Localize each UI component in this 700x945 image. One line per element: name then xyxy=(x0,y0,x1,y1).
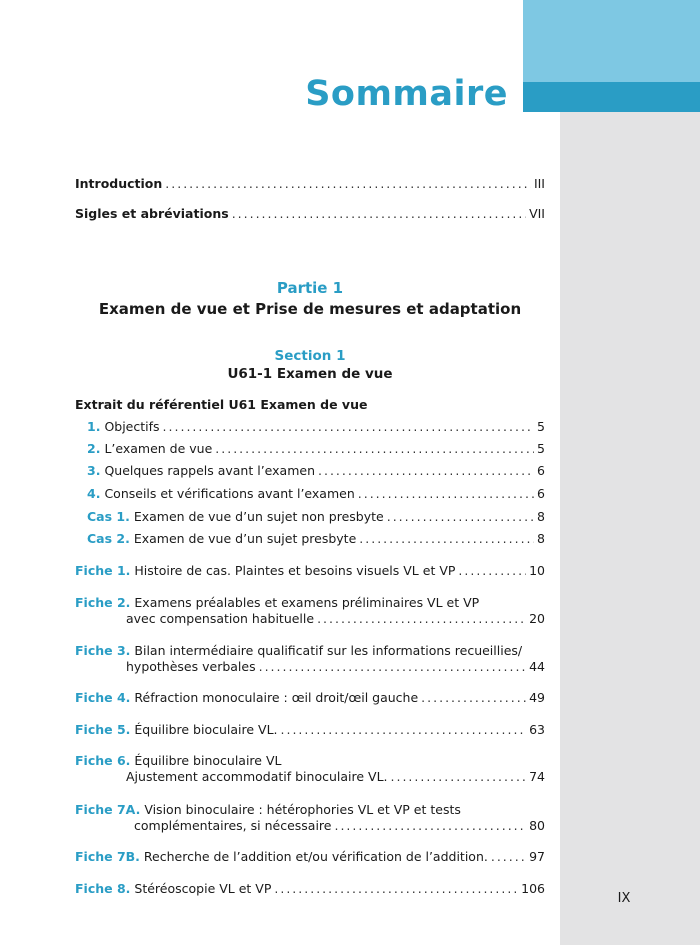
toc-entry-fiche-continuation[interactable] xyxy=(126,769,545,785)
toc-entry-fiche-continuation[interactable] xyxy=(126,659,545,675)
case-label: Examen de vue d’un sujet presbyte xyxy=(133,531,357,546)
part-title: Examen de vue et Prise de mesures et adaptation xyxy=(98,300,522,318)
fiche-number: Fiche 7B. xyxy=(75,849,140,864)
section-number: Section 1 xyxy=(274,348,346,364)
dot-leader xyxy=(391,769,527,785)
dot-leader xyxy=(387,509,534,525)
dot-leader xyxy=(458,563,526,579)
fiche-label: Recherche de l’addition et/ou vérification de l’addition. xyxy=(143,849,488,864)
page-folio: IX xyxy=(617,891,631,906)
toc-entry-page: 44 xyxy=(529,659,545,674)
toc-entry-fiche-continuation[interactable] xyxy=(134,818,545,834)
toc-entry-fiche[interactable] xyxy=(75,802,461,818)
fiche-number: Fiche 5. xyxy=(75,722,131,737)
dot-leader xyxy=(274,881,518,897)
fiche-label-continued: complémentaires, si nécessaire xyxy=(134,818,332,833)
toc-entry-fiche[interactable] xyxy=(75,690,545,706)
chapter-label: Objectifs xyxy=(104,419,160,434)
dot-leader xyxy=(163,419,535,435)
toc-entry-sigles[interactable] xyxy=(75,206,545,222)
toc-entry-page: 20 xyxy=(529,611,545,626)
case-number: Cas 1. xyxy=(87,509,130,524)
dot-leader xyxy=(281,722,527,738)
fiche-label-continued: avec compensation habituelle xyxy=(126,611,315,626)
fiche-label: Examens préalables et examens préliminaires VL et VP xyxy=(134,595,480,610)
fiche-label-continued: Ajustement accommodatif binoculaire VL. xyxy=(126,769,388,784)
toc-entry-page: 80 xyxy=(529,818,545,833)
fiche-label-continued: hypothèses verbales xyxy=(126,659,256,674)
chapter-number: 4. xyxy=(87,486,101,501)
dot-leader xyxy=(215,441,534,457)
toc-entry-page: 5 xyxy=(537,441,545,456)
toc-entry-page: 8 xyxy=(537,509,545,524)
toc-entry-page: 10 xyxy=(529,563,545,578)
fiche-label: Équilibre binoculaire VL xyxy=(134,753,282,768)
chapter-label: L’examen de vue xyxy=(104,441,213,456)
case-label: Examen de vue d’un sujet non presbyte xyxy=(133,509,384,524)
toc-entry-page: VII xyxy=(529,206,545,221)
toc-entry-page: 5 xyxy=(537,419,545,434)
toc-entry-page: 97 xyxy=(529,849,545,864)
fiche-number: Fiche 4. xyxy=(75,690,131,705)
toc-entry-fiche-continuation[interactable] xyxy=(126,611,545,627)
chapter-label: Quelques rappels avant l’examen xyxy=(104,463,315,478)
toc-entry-page: 8 xyxy=(537,531,545,546)
fiche-number: Fiche 7A. xyxy=(75,802,141,817)
sidebar-panel xyxy=(560,0,700,945)
dot-leader xyxy=(165,176,531,192)
dot-leader xyxy=(317,611,526,627)
toc-entry-fiche[interactable] xyxy=(75,753,281,769)
chapter-label: Conseils et vérifications avant l’examen xyxy=(104,486,355,501)
chapter-number: 1. xyxy=(87,419,101,434)
toc-entry-label: Sigles et abréviations xyxy=(75,206,229,221)
toc-entry-case[interactable] xyxy=(87,531,545,547)
fiche-number: Fiche 8. xyxy=(75,881,131,896)
dot-leader xyxy=(232,206,526,222)
dot-leader xyxy=(421,690,526,706)
toc-entry-label: Introduction xyxy=(75,176,163,191)
chapter-number: 2. xyxy=(87,441,101,456)
toc-entry-introduction[interactable] xyxy=(75,176,545,192)
toc-entry-fiche[interactable] xyxy=(75,722,545,738)
toc-entry-chapter[interactable] xyxy=(87,463,545,479)
extract-title: Extrait du référentiel U61 Examen de vue xyxy=(75,397,368,412)
toc-entry-page: 49 xyxy=(529,690,545,705)
toc-entry-page: 106 xyxy=(521,881,545,896)
fiche-number: Fiche 3. xyxy=(75,643,131,658)
toc-entry-page: 6 xyxy=(537,463,545,478)
toc-entry-fiche[interactable] xyxy=(75,563,545,579)
dot-leader xyxy=(259,659,526,675)
toc-entry-page: 74 xyxy=(529,769,545,784)
dot-leader xyxy=(334,818,526,834)
dot-leader xyxy=(358,486,534,502)
chapter-number: 3. xyxy=(87,463,101,478)
fiche-label: Histoire de cas. Plaintes et besoins visuels VL et VP xyxy=(134,563,456,578)
fiche-label: Équilibre bioculaire VL. xyxy=(134,722,278,737)
toc-entry-page: 6 xyxy=(537,486,545,501)
toc-entry-fiche[interactable] xyxy=(75,643,522,659)
fiche-label: Bilan intermédiaire qualificatif sur les informations recueillies/ xyxy=(134,643,523,658)
fiche-label: Vision binoculaire : hétérophories VL et VP et tests xyxy=(144,802,461,817)
toc-entry-fiche[interactable] xyxy=(75,881,545,897)
toc-entry-case[interactable] xyxy=(87,509,545,525)
fiche-number: Fiche 2. xyxy=(75,595,131,610)
part-number: Partie 1 xyxy=(276,279,344,297)
toc-entry-chapter[interactable] xyxy=(87,419,545,435)
fiche-label: Stéréoscopie VL et VP xyxy=(134,881,272,896)
section-title: U61-1 Examen de vue xyxy=(227,366,393,382)
page-title: Sommaire xyxy=(305,74,508,114)
fiche-number: Fiche 6. xyxy=(75,753,131,768)
toc-entry-chapter[interactable] xyxy=(87,486,545,502)
case-number: Cas 2. xyxy=(87,531,130,546)
dot-leader xyxy=(318,463,534,479)
fiche-label: Réfraction monoculaire : œil droit/œil gauche xyxy=(134,690,419,705)
dot-leader xyxy=(491,849,526,865)
toc-entry-chapter[interactable] xyxy=(87,441,545,457)
toc-entry-page: III xyxy=(533,176,545,191)
toc-entry-page: 63 xyxy=(529,722,545,737)
fiche-number: Fiche 1. xyxy=(75,563,131,578)
toc-entry-fiche[interactable] xyxy=(75,849,545,865)
dot-leader xyxy=(359,531,534,547)
toc-entry-fiche[interactable] xyxy=(75,595,479,611)
